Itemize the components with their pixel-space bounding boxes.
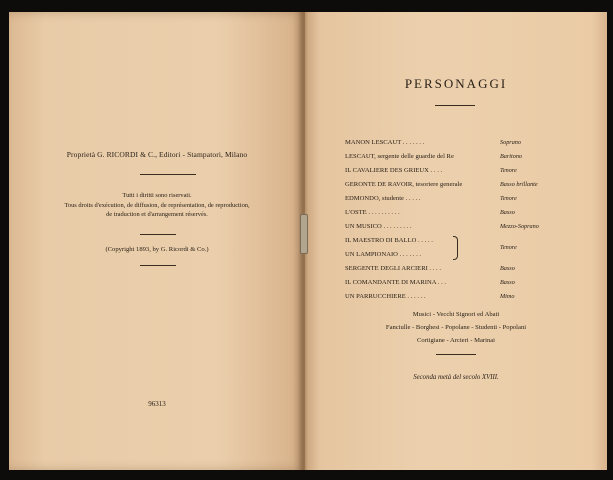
- character-name: L'OSTE . . . . . . . . . .: [345, 209, 400, 216]
- cast-row: [345, 192, 595, 206]
- chorus-rule: [436, 354, 476, 355]
- catalog-number: 96313: [148, 400, 166, 408]
- voice-type: Baritono: [500, 153, 523, 160]
- copyright-rule: [140, 265, 176, 266]
- character-name: GERONTE DE RAVOIR, tesoriere generale: [345, 181, 463, 188]
- cast-row: [345, 290, 595, 304]
- publisher-line: Proprietà G. RICORDI & C., Editori - Stampatori, Milano: [66, 150, 248, 159]
- cast-row: [345, 234, 595, 251]
- rights-notice: [9, 191, 305, 220]
- curly-brace: [453, 236, 458, 260]
- rights-line: Tous droits d'exécution, de diffusion, de représentation, de reproduction,: [64, 201, 250, 209]
- character-name: UN LAMPIONAIO . . . . . . .: [345, 251, 422, 258]
- rights-line: de traduction et d'arrangement réservés.: [106, 211, 208, 218]
- chorus-line: Musici - Vecchi Signori ed Abati: [412, 311, 500, 318]
- left-page: [9, 12, 305, 470]
- cast-row: [345, 248, 595, 262]
- character-name: UN PARRUCCHIERE . . . . . .: [345, 293, 426, 300]
- publisher-rule: [140, 174, 196, 175]
- copyright-line: (Copyright 1893, by G. Ricordi & Co.): [105, 246, 209, 253]
- cast-row: [345, 276, 595, 290]
- voice-type: Basso: [500, 265, 515, 272]
- voice-type: Mimo: [500, 293, 515, 300]
- character-name: UN MUSICO . . . . . . . . .: [345, 223, 412, 230]
- character-name: LESCAUT, sergente delle guardie del Re: [345, 153, 454, 160]
- rights-line: Tutti i diritti sono riservati.: [122, 192, 192, 199]
- cast-list: [345, 136, 595, 304]
- character-name: IL CAVALIERE DES GRIEUX . . . .: [345, 167, 443, 174]
- cast-row: [345, 262, 595, 276]
- voice-type: Soprano: [500, 139, 521, 146]
- chorus-line: Cortigiane - Arcieri - Marinai: [417, 337, 495, 344]
- voice-type: Basso brillante: [500, 181, 538, 188]
- chorus-line: Fanciulle - Borghesi - Popolane - Studenti - Popolani: [385, 324, 527, 331]
- character-name: IL MAESTRO DI BALLO . . . . .: [345, 237, 433, 244]
- cast-row: [345, 136, 595, 150]
- character-name: IL COMANDANTE DI MARINA . . .: [345, 279, 447, 286]
- voice-type: Tenore: [500, 195, 517, 202]
- cast-row: [345, 150, 595, 164]
- character-name: SERGENTE DEGLI ARCIERI . . . .: [345, 265, 441, 272]
- voice-type: Basso: [500, 279, 515, 286]
- voice-type: Mezzo-Soprano: [500, 223, 539, 230]
- page-title: PERSONAGGI: [404, 76, 508, 91]
- cast-row: [345, 178, 595, 192]
- grouped-voice-type: Tenore: [500, 244, 517, 251]
- voice-type: Tenore: [500, 167, 517, 174]
- rights-rule: [140, 234, 176, 235]
- title-rule: [435, 105, 475, 106]
- character-name: EDMONDO, studente . . . . .: [345, 195, 421, 202]
- cast-row: [345, 206, 595, 220]
- epoch-line: Seconda metà del secolo XVIII.: [413, 374, 499, 381]
- right-page: [305, 12, 607, 470]
- staple: [300, 214, 308, 254]
- voice-type: Basso: [500, 209, 515, 216]
- cast-row: [345, 220, 595, 234]
- character-name: MANON LESCAUT . . . . . . .: [345, 139, 425, 146]
- cast-row: [345, 164, 595, 178]
